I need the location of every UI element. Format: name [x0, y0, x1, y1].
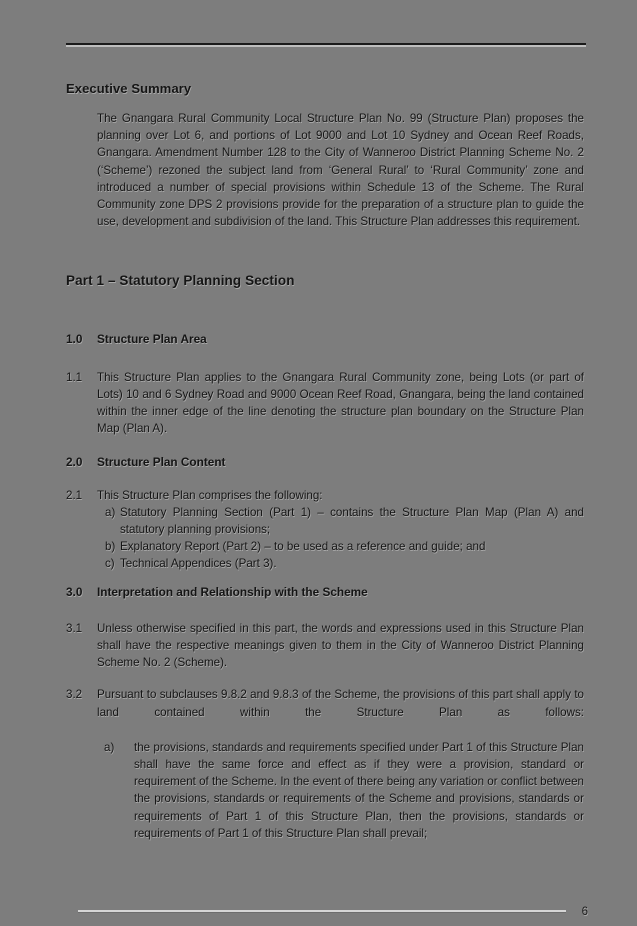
- clause-1-1-text: This Structure Plan applies to the Gnangara Rural Community zone, being Lots (or part of Lots) 10 and 6 Sydney Road and 9000 Ocean Reef Road, Gnangara, being the land contained within the inner edge of the line denoting the structure plan boundary on the Structure Plan Map (Plan A).: [97, 370, 584, 436]
- clause-3-2-text: Pursuant to subclauses 9.8.2 and 9.8.3 of the Scheme, the provisions of this part shall apply to land contained within the Structure Plan as follows:: [97, 688, 584, 719]
- list-item: [97, 504, 584, 538]
- header-rule: [66, 43, 586, 45]
- list-item-text: the provisions, standards and requirements specified under Part 1 of this Structure Plan shall have the same force and effect as if they were a provision, standard or requirement of the Scheme. In the event of there being any variation or conflict between the provisions, standards or requirements of the Scheme and provisions, standards or requirements of Part 1 of this Structure Plan, then the provisions, standards or requirements of Part 1 of this Structure Plan shall prevail;: [134, 740, 584, 840]
- clause-2-1: [66, 487, 584, 573]
- list-item-label: a): [105, 505, 116, 519]
- list-item: [97, 538, 584, 555]
- section-2-0-title: Structure Plan Content: [97, 455, 226, 470]
- list-item-text: Technical Appendices (Part 3).: [120, 557, 277, 571]
- section-3-0-number: 3.0: [66, 584, 83, 599]
- clause-1-1: [66, 369, 584, 438]
- clause-3-1: [66, 620, 584, 672]
- clause-3-2-number: 3.2: [66, 688, 83, 702]
- list-item: [97, 555, 584, 572]
- clause-3-1-text: Unless otherwise specified in this part, the words and expressions used in this Structure Plan shall have the respective meanings given to them in the City of Wanneroo District Planning Scheme No. 2 (Scheme).: [97, 621, 584, 670]
- clause-2-1-intro: This Structure Plan comprises the following:: [97, 488, 323, 502]
- clause-3-1-number: 3.1: [66, 621, 83, 635]
- page-content: [0, 43, 637, 842]
- section-2-0-number: 2.0: [66, 455, 83, 470]
- list-item: [97, 739, 584, 842]
- clause-2-1-number: 2.1: [66, 488, 83, 502]
- clause-1-1-number: 1.1: [66, 370, 83, 384]
- section-3-0-heading: [66, 584, 584, 601]
- list-item-text: Explanatory Report (Part 2) – to be used as a reference and guide; and: [120, 540, 486, 554]
- section-2-0-heading: [66, 454, 584, 471]
- list-item-label: b): [105, 540, 116, 554]
- section-1-0-heading: [66, 331, 584, 348]
- section-3-0-title: Interpretation and Relationship with the Scheme: [97, 584, 368, 599]
- executive-summary-heading: Executive Summary: [66, 81, 192, 96]
- executive-summary-paragraph: The Gnangara Rural Community Local Structure Plan No. 99 (Structure Plan) proposes the planning over Lot 6, and portions of Lot 9000 and Lot 10 Sydney and Ocean Reef Roads, Gnangara. Amendment Number 128 to the City of Wanneroo District Planning Scheme No. 2 (‘Scheme’) rezoned the subject land from ‘General Rural’ to ‘Rural Community’ zone and introduced a number of special provisions within Schedule 13 of the Scheme. The Rural Community zone DPS 2 provisions provide for the preparation of a structure plan to guide the use, development and subdivision of the land. This Structure Plan addresses this requirement.: [97, 112, 584, 229]
- part1-heading: Part 1 – Statutory Planning Section: [66, 273, 295, 289]
- clause-3-2: [66, 686, 584, 842]
- section-1-0-title: Structure Plan Area: [97, 332, 207, 347]
- section-1-0-number: 1.0: [66, 332, 83, 347]
- list-item-text: Statutory Planning Section (Part 1) – contains the Structure Plan Map (Plan A) and statutory planning provisions;: [120, 505, 584, 537]
- footer-rule: [78, 910, 566, 912]
- list-item-label: a): [104, 740, 115, 754]
- list-item-label: c): [105, 557, 115, 571]
- page-number: 6: [581, 906, 588, 918]
